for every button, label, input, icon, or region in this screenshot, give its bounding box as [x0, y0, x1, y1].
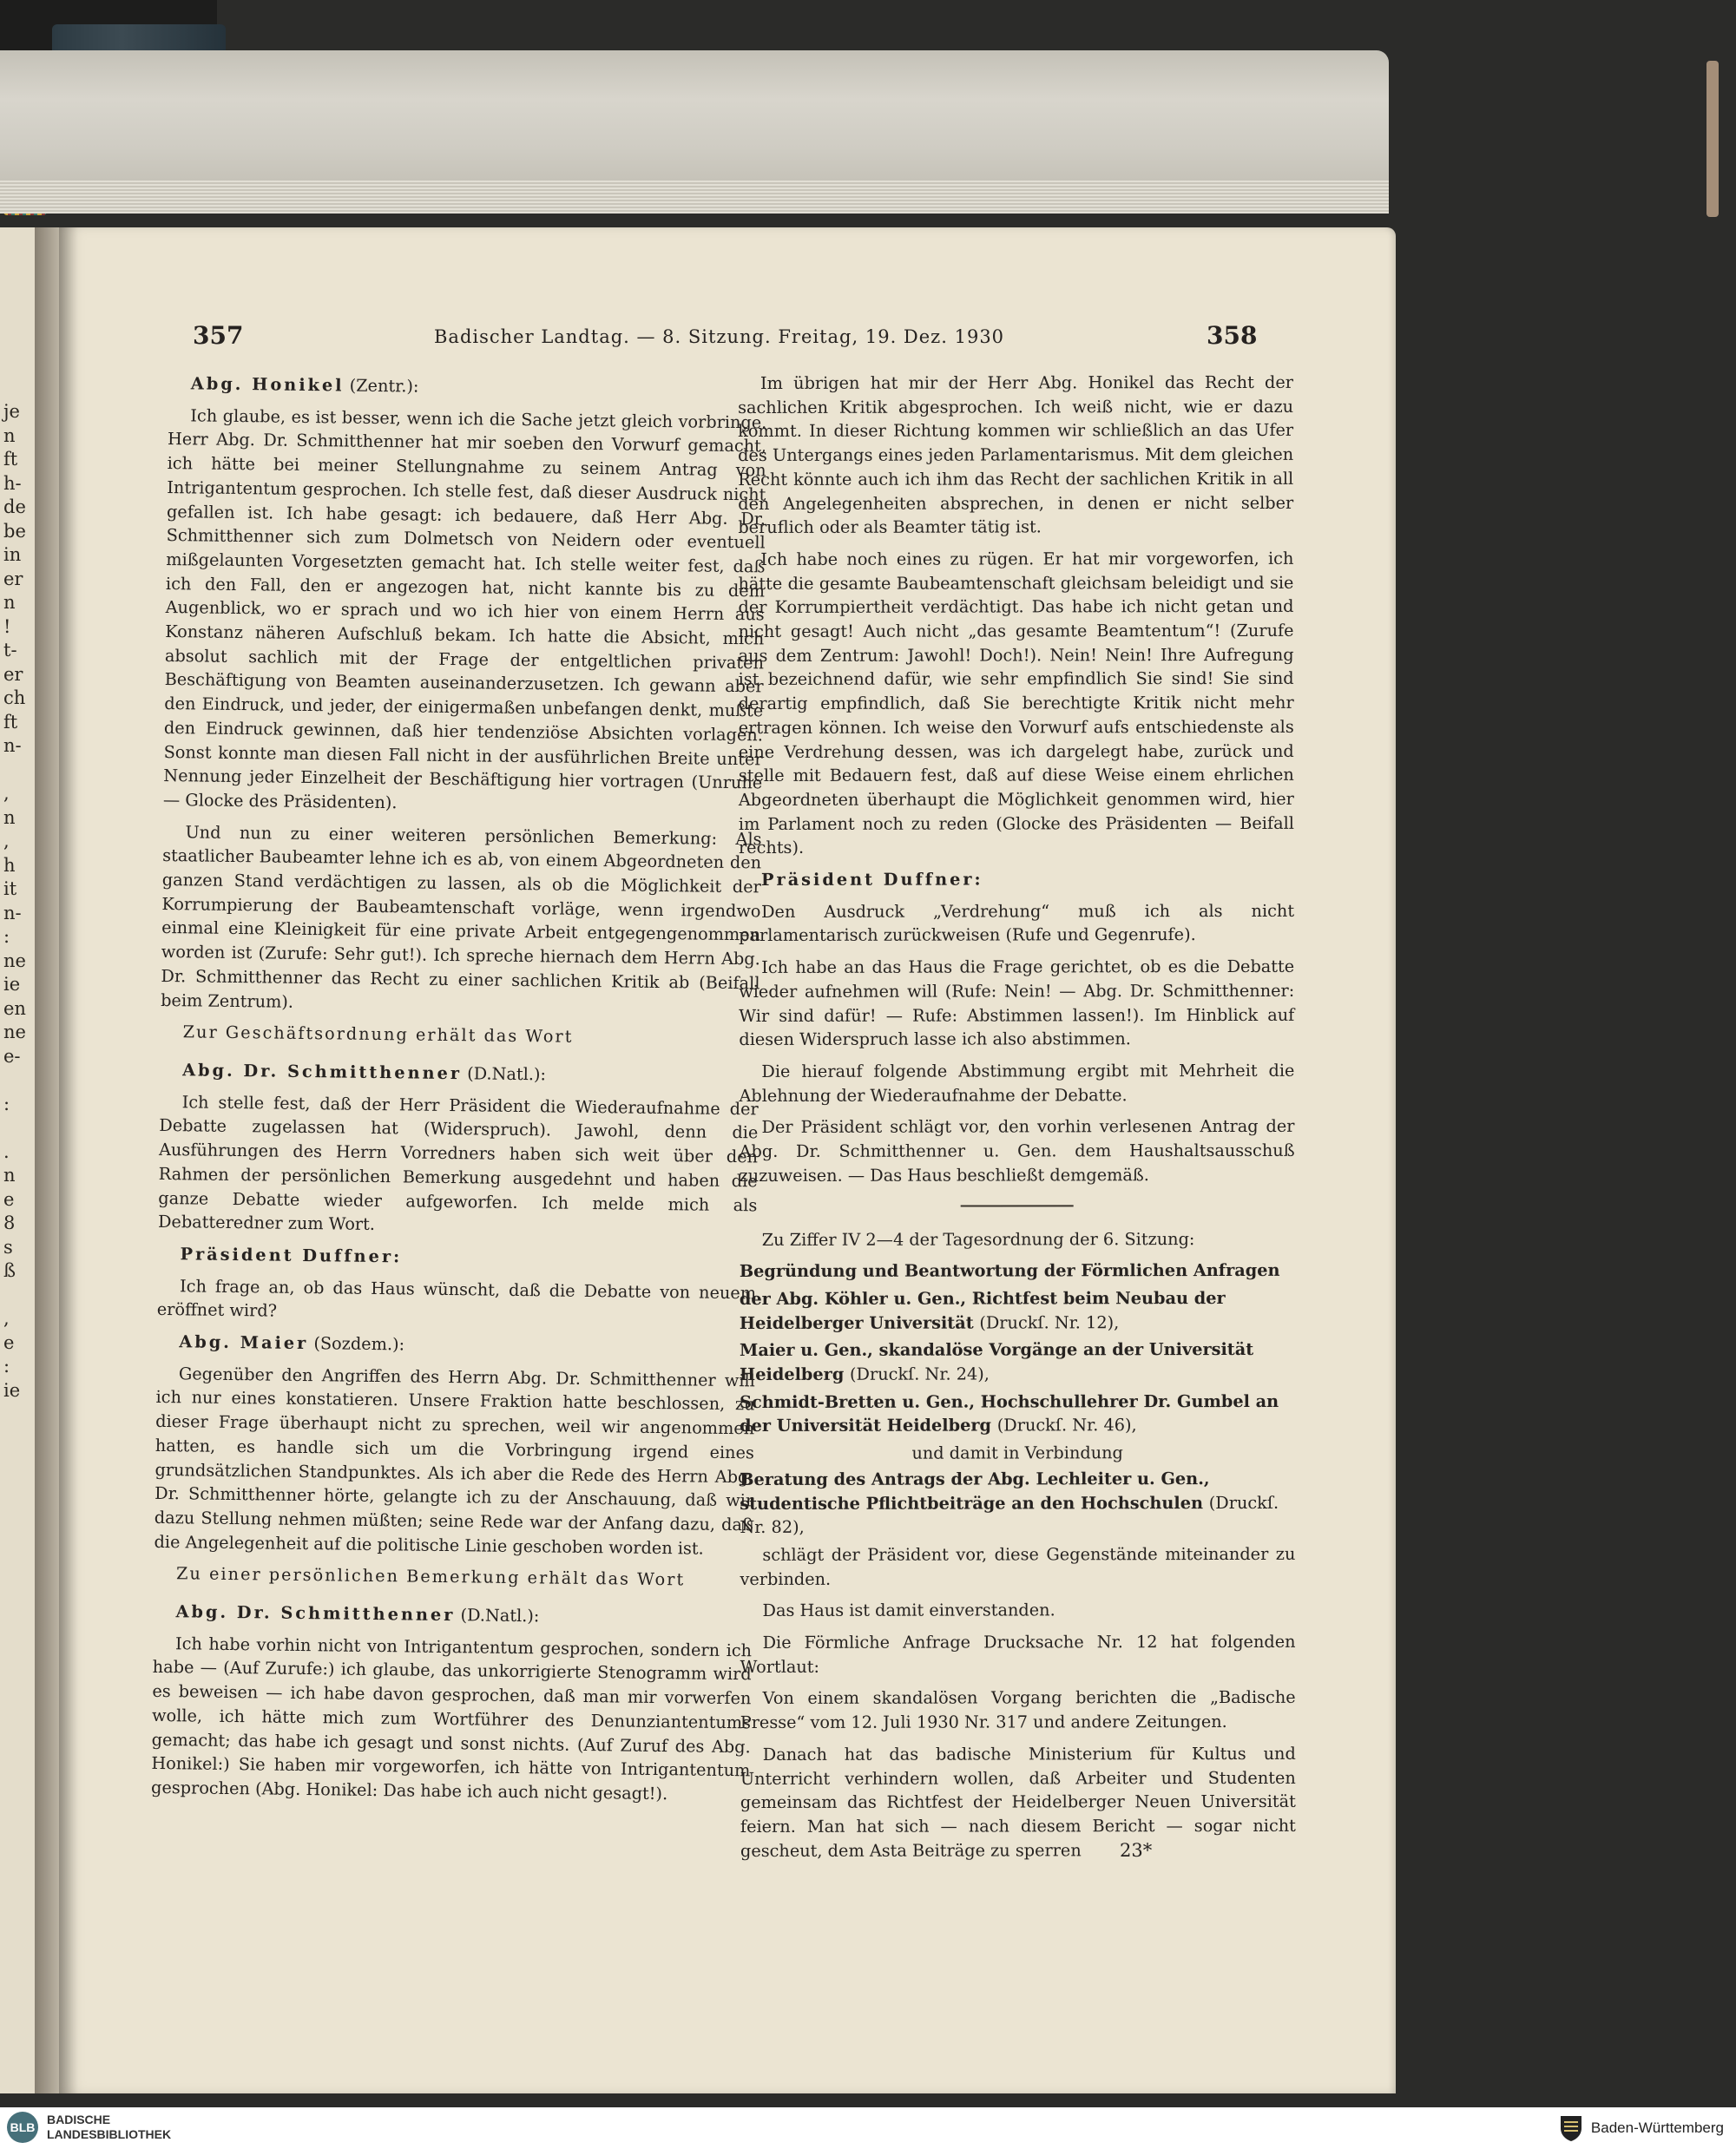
- facing-page-text-fragment: n: [3, 1165, 16, 1186]
- facing-page-text-fragment: n-: [3, 735, 22, 756]
- facing-page-text-fragment: !: [3, 615, 11, 637]
- facing-page-text-fragment: be: [3, 520, 26, 542]
- facing-page-text-fragment: n: [3, 424, 16, 446]
- facing-page-text-fragment: en: [3, 997, 26, 1019]
- paragraph: Und nun zu einer weiteren persönlichen Bemerkung: Als staatlicher Baubeamter lehne ich es ab, von einem Abgeordneten den ganzen Stand verdächtigen zu lassen, als ob die Möglichkeit der Korrumpierung der Baubeamtenschaft vorläge, wenn irgendwo einmal eine Kleinigkeit für eine private Arbeit entgegengenommen worden ist (Zurufe: Sehr gut!). Ich spreche hiernach dem Herrn Abg. Dr. Schmitthenner das Recht zu einer sachlichen Kritik ab (Beifall beim Zentrum).: [161, 821, 762, 1012]
- state-name[interactable]: Baden-Württemberg: [1590, 2119, 1724, 2136]
- facing-page-text-fragment: ie: [3, 974, 21, 995]
- paragraph: Der Präsident schlägt vor, den vorhin verlesenen Antrag der Abg. Dr. Schmitthenner u. Gen. dem Haushaltsausschuß zuzuweisen. — Das Haus beschließt demgemäß.: [739, 1116, 1295, 1186]
- agenda-item: [740, 1337, 1295, 1387]
- book-cover-edge: [1706, 61, 1719, 217]
- left-text-column: [151, 371, 767, 1815]
- facing-page-text-fragment: 8: [3, 1213, 16, 1233]
- facing-page-text-fragment: n-: [3, 902, 22, 923]
- facing-page-text-fragment: ft: [3, 711, 18, 733]
- speaker-name: Präsident Duffner:: [761, 869, 983, 890]
- facing-page-text-fragment: it: [3, 878, 17, 899]
- facing-page-text-fragment: e: [3, 1331, 15, 1353]
- facing-page-text-fragment: ,: [3, 831, 10, 851]
- facing-page-text-fragment: h: [3, 854, 16, 876]
- speaker-line: [157, 1242, 756, 1273]
- agenda-item-ref: (Druckſ. Nr. 12),: [979, 1311, 1120, 1333]
- agenda-connector: und damit in Verbindung: [911, 1443, 1123, 1463]
- facing-page-text-fragment: ,: [3, 783, 10, 804]
- signature-mark: 23*: [1120, 1840, 1153, 1861]
- facing-page-text-fragment: de: [3, 496, 26, 517]
- agenda-item-title: Maier u. Gen., skandalöse Vorgänge an der Universität Heidelberg: [739, 1339, 1254, 1385]
- speaker-line: [153, 1600, 752, 1631]
- procedure-line: Zu einer persönlichen Bemerkung erhält das Wort: [175, 1563, 686, 1590]
- facing-page-text-fragment: ß: [3, 1260, 16, 1281]
- speaker-party: (Sozdem.):: [313, 1333, 405, 1355]
- facing-page-text-fragment: :: [3, 926, 10, 947]
- agenda-item-title: der Abg. Köhler u. Gen., Richtfest beim Neubau der Heidelberger Universität: [739, 1287, 1226, 1333]
- paragraph: Danach hat das badische Ministerium für Kultus und Unterricht verhindern wollen, daß Arbeiter und Studenten gemeinsam das Richtfest der Heidelberger Neuen Universität feiern. Man hat sich — nach diesem Bericht — sogar nicht gescheut, dem Asta Beiträge zu sperren: [740, 1743, 1296, 1861]
- paragraph: Ich glaube, es ist besser, wenn ich die Sache jetzt gleich vorbringe. Herr Abg. Dr. Schmitthenner hat mir soeben den Vorwurf gemacht, ich hätte bei meiner Stellungnahme zu seinem Antrag von Intrigantentum gesprochen. Ich stelle fest, daß dieser Ausdruck nicht gefallen ist. Ich habe gesagt: ich bedauere, daß Herr Abg. Dr. Schmitthenner sich zum Dolmetsch von Neidern oder eventuell mißgelaunten Vorgesetzten gemacht hat. Ich stelle weiter fest, daß ich den Fall, den er angezogen hat, nicht kannte bis zu dem Augenblick, wo er sprach und wo ich hier von einem Herrn aus Konstanz näheren Aufschluß bekam. Ich hatte die Absicht, mich absolut sachlich mit der Frage der entgeltlichen privaten Beschäftigung von Beamten auseinanderzusetzen. Ich gewann aber den Eindruck, und jeder, der einigermaßen unbefangen denkt, mußte den Eindruck gewinnen, daß hier tendenziöse Absichten vorlagen. Sonst konnte man diesen Fall nicht in der ausführlichen Breite unter Nennung jeder Einzelheit der Beschäftigung hier vortragen (Unruhe — Glocke des Präsidenten).: [162, 405, 767, 813]
- paragraph: Die Förmliche Anfrage Drucksache Nr. 12 hat folgenden Wortlaut:: [740, 1631, 1296, 1677]
- speaker-line: [168, 371, 767, 403]
- right-page-number: 358: [1207, 321, 1258, 350]
- speaker-party: (D.Natl.):: [467, 1063, 547, 1085]
- facing-page-text-fragment: n: [3, 592, 16, 613]
- speaker-line: [160, 1058, 759, 1089]
- facing-page-text-fragment: er: [3, 568, 23, 589]
- agenda-item-ref: (Druckſ. Nr. 46),: [996, 1415, 1137, 1436]
- facing-page-text-fragment: :: [3, 1093, 10, 1114]
- state-coat-of-arms-icon: [1559, 2114, 1583, 2142]
- agenda-item-title: Begründung und Beantwortung der Förmlichen Anfragen: [739, 1260, 1280, 1282]
- paragraph: Von einem skandalösen Vorgang berichten die „Badische Presse“ vom 12. Juli 1930 Nr. 317 und andere Zeitungen.: [740, 1687, 1296, 1733]
- facing-page-text-fragment: in: [3, 544, 22, 565]
- facing-page-text-fragment: ft: [3, 449, 18, 470]
- facing-page-text-fragment: e: [3, 1188, 15, 1210]
- paragraph: schlägt der Präsident vor, diese Gegenstände miteinander zu verbinden.: [740, 1543, 1296, 1589]
- procedure-line: Zur Geschäftsordnung erhält das Wort: [182, 1022, 574, 1048]
- speaker-name: Abg. Honikel: [190, 373, 345, 396]
- speaker-line: [156, 1330, 755, 1361]
- document-page: [59, 227, 1396, 2093]
- right-text-column: [738, 371, 1296, 1870]
- book-page-stack: [0, 50, 1389, 214]
- paragraph: Ich habe vorhin nicht von Intrigantentum gesprochen, sondern ich habe — (Auf Zurufe:) ich glaube, das unkorrigierte Stenogramm wird es beweisen — ich habe davon gesprochen, daß man mir vorwerfen wolle, ich hätte mich zum Wortführer des Denunziantentums gemacht; das habe ich gesagt und sonst nichts. (Auf Zuruf des Abg. Honikel:) Sie haben mir vorgeworfen, ich hätte von Intrigantentum gesprochen (Abg. Honikel: Das habe ich auch nicht gesagt!).: [150, 1633, 753, 1804]
- agenda-item-title: Beratung des Antrags der Abg. Lechleiter u. Gen., studentische Pflichtbeiträge an den Hochschulen: [740, 1468, 1210, 1514]
- speaker-party: (Zentr.):: [349, 375, 419, 397]
- speaker-name: Präsident Duffner:: [180, 1244, 403, 1267]
- paragraph: Ich frage an, ob das Haus wünscht, daß die Debatte von neuem eröffnet wird?: [156, 1275, 757, 1321]
- speaker-line: [739, 867, 1294, 892]
- facing-page-text-fragment: je: [3, 401, 20, 422]
- speaker-name: Abg. Dr. Schmitthenner: [175, 1601, 456, 1626]
- facing-page-text-fragment: ie: [3, 1379, 21, 1401]
- facing-page-text-fragment: ,: [3, 1308, 10, 1329]
- facing-page-text-fragment: :: [3, 1356, 10, 1377]
- paragraph: Das Haus ist damit einverstanden.: [762, 1600, 1055, 1621]
- facing-page-text-fragment: n: [3, 806, 16, 828]
- agenda-item: [740, 1286, 1295, 1336]
- agenda-item-ref: (Druckſ. Nr. 82),: [740, 1492, 1279, 1538]
- agenda-item-title: Schmidt-Bretten u. Gen., Hochschullehrer Dr. Gumbel an der Universität Heidelberg: [740, 1390, 1279, 1436]
- speaker-name: Abg. Dr. Schmitthenner: [182, 1060, 463, 1084]
- gutter-shadow: [35, 227, 78, 2093]
- running-header: [59, 321, 1396, 356]
- facing-page-text-fragment: er: [3, 663, 23, 685]
- speaker-party: (D.Natl.):: [460, 1605, 540, 1627]
- viewer-footer: [0, 2107, 1736, 2149]
- agenda-item-ref: (Druckſ. Nr. 24),: [849, 1364, 990, 1384]
- agenda-item: [740, 1259, 1295, 1284]
- library-name-line2: LANDESBIBLIOTHEK: [47, 2127, 172, 2141]
- paragraph: Zu Ziffer IV 2—4 der Tagesordnung der 6. Sitzung:: [761, 1228, 1195, 1250]
- facing-page-text-fragment: h-: [3, 472, 22, 494]
- left-page-number: 357: [193, 321, 244, 350]
- paragraph: Den Ausdruck „Verdrehung“ muß ich als nicht parlamentarisch zurückweisen (Rufe und Gegenrufe).: [739, 900, 1295, 946]
- facing-page-text-fragment: t-: [3, 640, 17, 660]
- paragraph: Die hierauf folgende Abstimmung ergibt mit Mehrheit die Ablehnung der Wiederaufnahme der Debatte.: [739, 1060, 1295, 1106]
- paragraph: Ich habe noch eines zu rügen. Er hat mir vorgeworfen, ich hätte die gesamte Baubeamtenschaft gleichsam beleidigt und sie der Korrumpiertheit verdächtigt. Das habe ich nicht getan und nicht gesagt! Auch nicht „das gesamte Beamtentum“! (Zurufe aus dem Zentrum: Jawohl! Doch!). Nein! Nein! Ihre Aufregung ist bezeichnend dafür, wie sehr empfindlich Sie sind! Sie sind derartig empfindlich, daß Sie berechtigte Kritik nicht mehr ertragen können. Ich weise den Vorwurf aufs entschiedenste als eine Verdrehung dessen, was ich dargelegt habe, zurück und stelle mit Bedauern fest, daß auf diese Weise einem ehrlichen Abgeordneten überhaupt die Möglichkeit genommen wird, hier im Parlament noch zu reden (Glocke des Präsidenten — Beifall rechts).: [738, 548, 1294, 858]
- facing-page-text-fragment: ch: [3, 687, 26, 708]
- facing-page-text-fragment: ne: [3, 1022, 26, 1042]
- paragraph: Ich habe an das Haus die Frage gerichtet, ob es die Debatte wieder aufnehmen will (Rufe: Nein! — Abg. Dr. Schmitthenner: Wir sind dafür! — Rufe: Abstimmen lassen!). Im Hinblick auf diesen Widerspruch lasse ich also abstimmen.: [739, 956, 1295, 1050]
- section-divider: [961, 1205, 1074, 1206]
- blb-logo-icon[interactable]: BLB: [7, 2112, 38, 2143]
- paragraph: Ich stelle fest, daß der Herr Präsident die Wiederaufnahme der Debatte zugelassen hat (Widerspruch). Jawohl, denn die Ausführungen des Herrn Vorredners haben sich weit über den Rahmen der persönlichen Bemerkung ausgedehnt und haben die ganze Debatte wieder aufgeworfen. Ich melde mich als Debatteredner zum Wort.: [157, 1091, 759, 1235]
- speaker-name: Abg. Maier: [179, 1331, 309, 1354]
- paragraph: Im übrigen hat mir der Herr Abg. Honikel das Recht der sachlichen Kritik abgesprochen. Ich weiß nicht, wie er dazu kommt. In dieser Richtung kommen wir schließlich an das Ufer des Untergangs eines jeden Parlamentarismus. Mit dem gleichen Recht könnte auch ich ihm das Recht der sachlichen Kritik in all den Angelegenheiten absprechen, in denen er nicht selber beruflich oder als Beamter tätig ist.: [738, 371, 1294, 538]
- agenda-item: [740, 1467, 1295, 1540]
- facing-page-text-fragment: s: [3, 1236, 13, 1258]
- library-name[interactable]: [47, 2113, 171, 2142]
- facing-page-text-fragment: e-: [3, 1045, 21, 1067]
- running-title: Badischer Landtag. — 8. Sitzung. Freitag, 19. Dez. 1930: [434, 326, 1005, 347]
- paragraph: Gegenüber den Angriffen des Herrn Abg. Dr. Schmitthenner will ich nur eines konstatieren. Unsere Fraktion hatte beschlossen, zu dieser Frage überhaupt nicht zu sprechen, weil wir angenommen hatten, es handle sich um die Vorbringung irgend eines grundsätzlichen Standpunktes. Als ich aber die Rede des Herrn Abg. Dr. Schmitthenner hörte, gelangte ich zu der Anschauung, daß wir dazu Stellung nehmen müßten; seine Rede war der Anfang dazu, daß die Angelegenheit auf die politische Linie geschoben worden ist.: [154, 1363, 755, 1559]
- agenda-item: [740, 1390, 1295, 1439]
- facing-page-text-fragment: ne: [3, 950, 26, 971]
- library-name-line1: BADISCHE: [47, 2113, 111, 2126]
- facing-page-text-fragment: .: [3, 1140, 10, 1162]
